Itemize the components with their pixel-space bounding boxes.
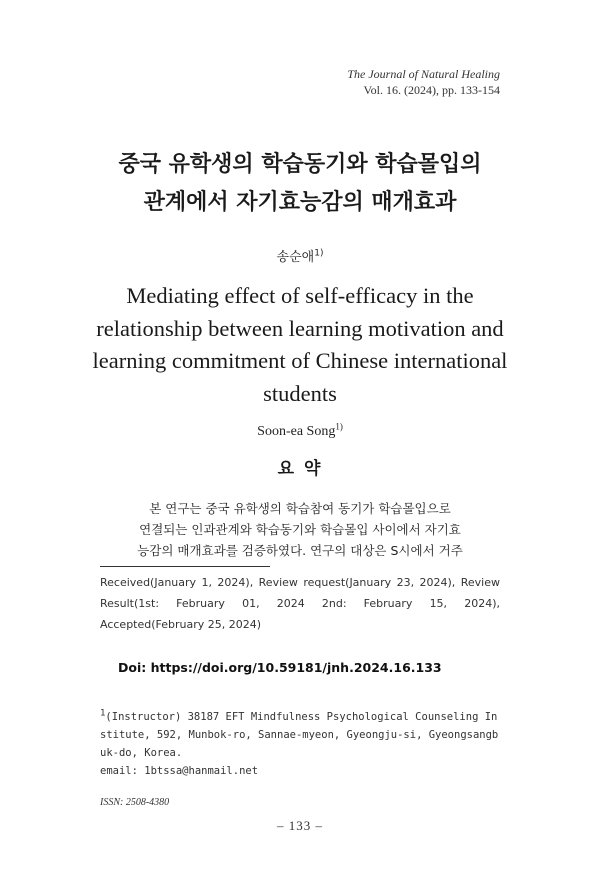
english-author-footnote-mark: 1) [335,421,343,432]
abstract-body [100,498,500,561]
english-title-line-3: learning commitment of Chinese international [92,348,508,373]
english-author [0,421,600,440]
english-title-line-4: students [263,380,337,406]
affiliation-footnote-mark: 1 [100,708,106,719]
korean-author-footnote-mark: 1) [314,248,324,259]
english-title [0,280,600,410]
english-title-line-1: Mediating effect of self-efficacy in the [126,283,474,308]
abstract-heading: 요 약 [277,459,323,479]
journal-header [347,66,500,98]
abstract-line-2: 연결되는 인과관계와 학습동기와 학습몰입 사이에서 자기효 [139,522,461,537]
footnote-divider [100,566,270,567]
author-affiliation [100,708,502,780]
affiliation-text: (Instructor) 38187 EFT Mindfulness Psychological Counseling Institute, 592, Munbok-ro, Sannae-myeon, Gyeongju-si, Gyeongsangbuk-do, Korea. [100,711,499,759]
english-title-line-2: relationship between learning motivation and [96,315,504,341]
korean-author [0,246,600,265]
korean-title-line-1: 중국 유학생의 학습동기와 학습몰입의 [118,152,482,177]
author-email[interactable]: email: 1btssa@hanmail.net [100,765,259,777]
page-number: – 133 – [277,818,323,833]
abstract-line-1: 본 연구는 중국 유학생의 학습참여 동기가 학습몰입으로 [149,501,451,516]
korean-title-line-2: 관계에서 자기효능감의 매개효과 [143,190,457,215]
abstract-line-3: 능감의 매개효과를 검증하였다. 연구의 대상은 S시에서 거주 [137,543,463,558]
english-author-name: Soon-ea Song [257,424,336,439]
korean-author-name: 송순애 [276,250,315,265]
doi-link[interactable]: Doi: https://doi.org/10.59181/jnh.2024.16.133 [118,660,442,675]
korean-title [0,146,600,222]
journal-name: The Journal of Natural Healing [347,67,500,81]
volume-info: Vol. 16. (2024), pp. 133-154 [363,83,500,97]
received-dates: Received(January 1, 2024), Review request(January 23, 2024), Review Result(1st: February 01, 2024 2nd: February 15, 2024), Accepted(February 25, 2024) [100,576,500,631]
issn: ISSN: 2508-4380 [100,797,170,808]
